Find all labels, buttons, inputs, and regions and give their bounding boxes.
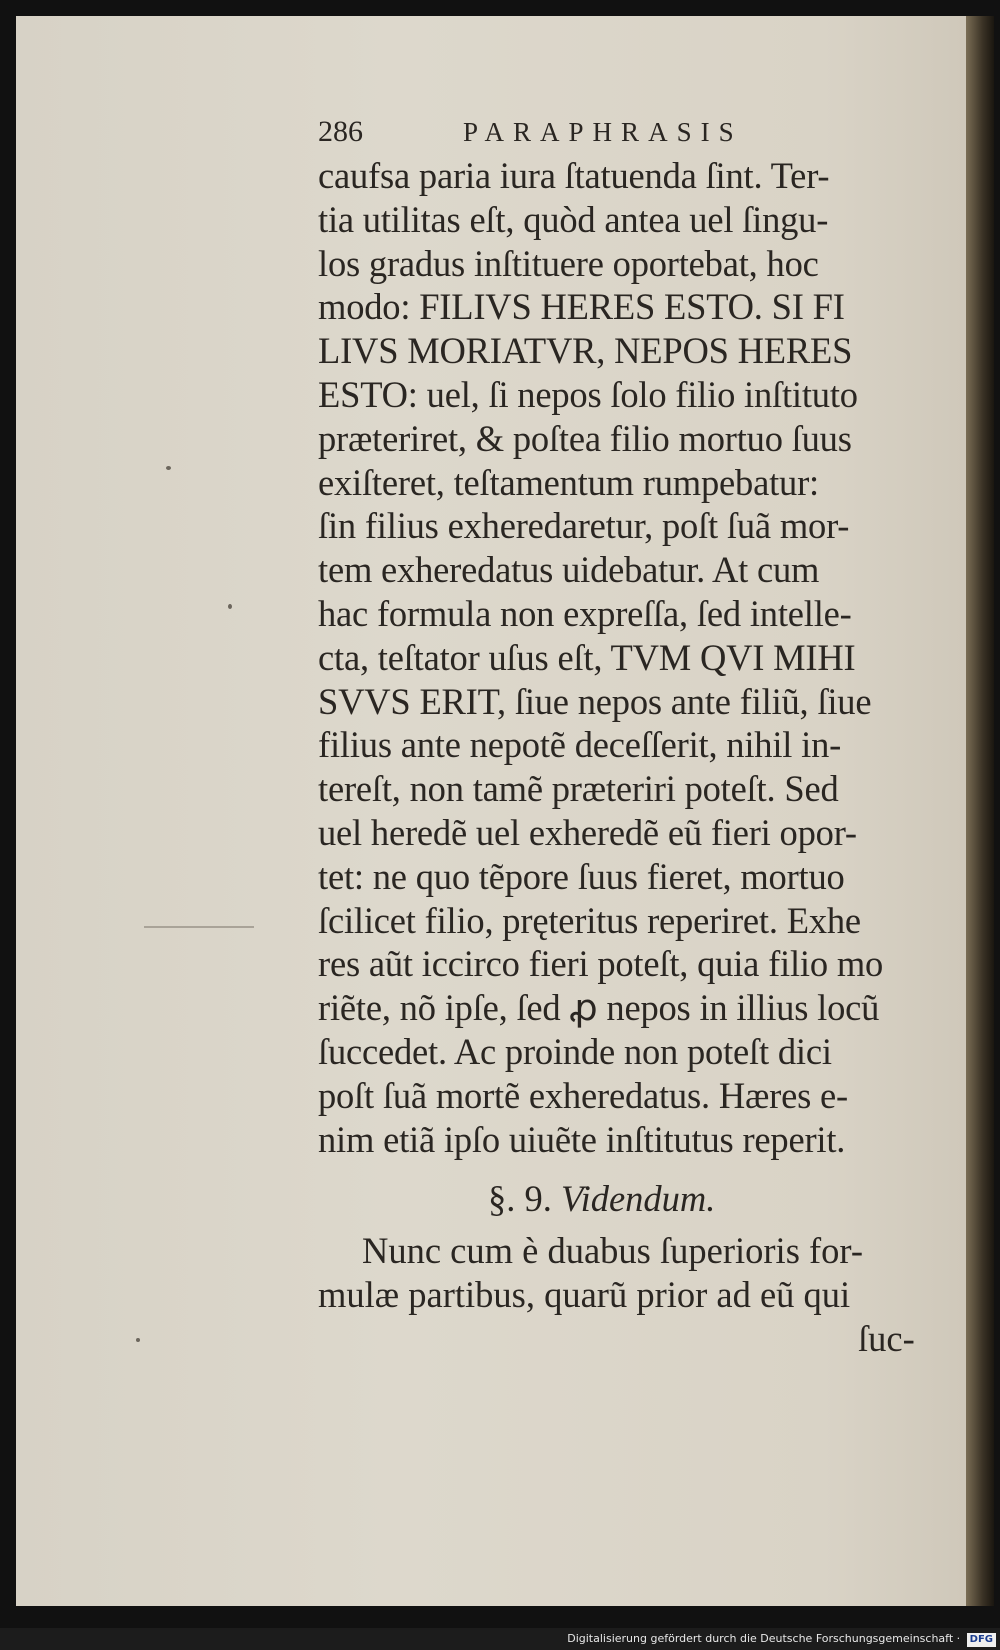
page-header — [318, 110, 968, 154]
text-line: tia utilitas eſt, quòd antea uel ſingu- — [318, 198, 829, 240]
text-line: ſcilicet filio, pręteritus reperiret. Exhe — [318, 899, 861, 941]
text-line: Nunc cum è duabus ſuperioris for- — [362, 1230, 864, 1272]
running-title: PARAPHRASIS — [463, 117, 743, 147]
dfg-logo: DFG — [967, 1633, 996, 1647]
page-edge — [966, 16, 994, 1606]
text-line: caufsa paria iura ſtatuenda ſint. Ter- — [318, 155, 830, 196]
text-line: exiſteret, teſtamentum rumpebatur: — [318, 461, 819, 503]
section-title: Videndum. — [561, 1178, 716, 1220]
paper-speck — [166, 466, 171, 470]
text-line: tereſt, non tamẽ præteriri poteſt. Sed — [318, 768, 839, 810]
text-line: SVVS ERIT, ſiue nepos ante filiũ, ſiue — [318, 680, 872, 722]
text-line: ſin filius exheredaretur, poſt ſuã mor- — [318, 505, 850, 547]
text-line: nim etiã ipſo uiuẽte inſtitutus reperit. — [318, 1118, 846, 1160]
text-line: res aũt iccirco fieri poteſt, quia filio mo — [318, 943, 884, 985]
body-text — [318, 154, 968, 1161]
text-line: ESTO: uel, ſi nepos ſolo filio inſtituto — [318, 373, 858, 415]
text-line: hac formula non expreſſa, ſed intelle- — [318, 592, 852, 634]
text-line: cta, teſtator uſus eſt, TVM QVI MIHI — [318, 636, 856, 678]
text-line: præteriret, & poſtea filio mortuo ſuus — [318, 417, 852, 459]
text-line: ſuccedet. Ac proinde non poteſt dici — [318, 1030, 832, 1072]
paper-speck — [228, 604, 232, 609]
section-heading — [318, 1169, 968, 1229]
text-line: los gradus inſtituere oportebat, hoc — [318, 242, 819, 284]
paper-speck — [144, 926, 254, 928]
text-line: mulæ partibus, quarũ prior ad eũ qui — [318, 1274, 851, 1316]
text-line: poſt ſuã mortẽ exheredatus. Hæres e- — [318, 1074, 848, 1116]
section-number: §. 9. — [488, 1178, 552, 1220]
paper-speck — [136, 1338, 140, 1342]
text-line: modo: FILIVS HERES ESTO. SI FI — [318, 286, 845, 328]
footer-text: Digitalisierung gefördert durch die Deutsche Forschungsgemeinschaft · — [567, 1632, 961, 1645]
text-line: tem exheredatus uidebatur. At cum — [318, 549, 820, 591]
book-page — [16, 16, 972, 1606]
digitization-footer — [0, 1628, 1000, 1650]
text-line: riẽte, nõ ipſe, ſed ꝓ nepos in illius locũ — [318, 987, 880, 1029]
text-line: tet: ne quo tẽpore ſuus fieret, mortuo — [318, 855, 845, 897]
text-block — [318, 110, 968, 1361]
text-line: filius ante nepotẽ deceſſerit, nihil in- — [318, 724, 842, 766]
catchword: ſuc- — [858, 1317, 915, 1359]
page-number: 286 — [318, 115, 363, 148]
text-line: LIVS MORIATVR, NEPOS HERES — [318, 330, 853, 372]
text-line: uel heredẽ uel exheredẽ eũ fieri opor- — [318, 811, 857, 853]
paragraph — [318, 1229, 968, 1317]
